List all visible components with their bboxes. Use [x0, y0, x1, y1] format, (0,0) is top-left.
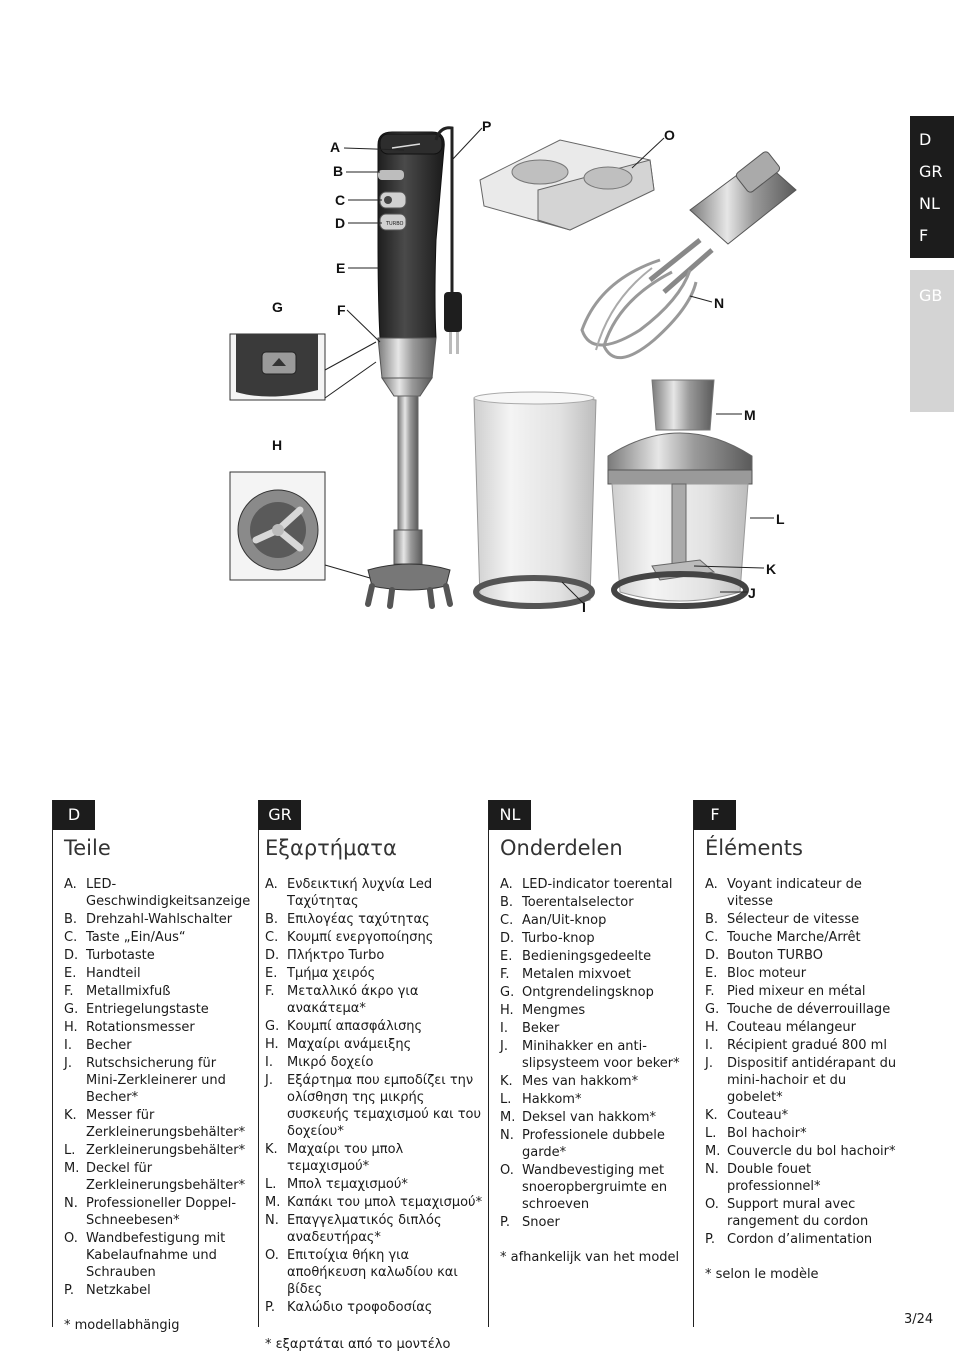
- footnote: * afhankelijk van het model: [500, 1250, 680, 1265]
- callout-f: F: [337, 302, 346, 318]
- parts-list: [64, 876, 250, 1335]
- list-item: L. Μπολ τεμαχισμού*: [265, 1177, 408, 1192]
- list-item: O. Wandbefestigung mit Kabelaufnahme und Schrauben: [64, 1231, 226, 1280]
- list-item: G. Ontgrendelingsknop: [500, 985, 654, 1000]
- callout-g: G: [272, 299, 283, 315]
- list-item: C. Κουμπί ενεργοποίησης: [265, 930, 434, 945]
- list-item: M. Deckel für Zerkleinerungsbehälter*: [64, 1161, 246, 1193]
- callout-d: D: [335, 215, 346, 231]
- tab-gr: GR: [919, 162, 943, 181]
- list-item: O. Επιτοίχια θήκη για αποθήκευση καλωδίου και βίδες: [265, 1248, 458, 1297]
- tab-f: F: [919, 226, 929, 245]
- callout-a: A: [330, 139, 341, 155]
- list-item: G. Touche de déverrouillage: [705, 1002, 891, 1017]
- list-item: J. Dispositif antidérapant du mini-hachoir et du gobelet*: [705, 1056, 897, 1105]
- parts-list: [500, 876, 682, 1267]
- tab-gb: GB: [919, 286, 943, 305]
- list-item: L. Bol hachoir*: [705, 1126, 807, 1141]
- callout-m: M: [744, 407, 756, 423]
- list-item: O. Wandbevestiging met snoeropbergruimte en schroeven: [500, 1163, 668, 1212]
- language-badge: NL: [489, 800, 531, 830]
- list-item: K. Couteau*: [705, 1108, 789, 1123]
- footnote: * modellabhängig: [64, 1318, 180, 1333]
- list-item: J. Εξάρτημα που εμποδίζει την ολίσθηση της μικρής συσκευής τεμαχισμού και του δοχείου*: [265, 1073, 481, 1139]
- list-item: B. Toerentalselector: [500, 895, 634, 910]
- list-item: A. Voyant indicateur de vitesse: [705, 877, 862, 909]
- parts-column-nl: [488, 800, 685, 1327]
- list-item: O. Support mural avec rangement du cordon: [705, 1197, 869, 1229]
- wall-holder: [480, 140, 654, 230]
- parts-list: [705, 876, 897, 1284]
- list-item: N. Double fouet professionnel*: [705, 1162, 821, 1194]
- footnote: * εξαρτάται από το μοντέλο: [265, 1337, 451, 1352]
- list-item: G. Κουμπί απασφάλισης: [265, 1019, 423, 1034]
- page-number: 3/24: [904, 1312, 934, 1327]
- list-item: H. Couteau mélangeur: [705, 1020, 857, 1035]
- column-title: Éléments: [705, 836, 803, 860]
- list-item: I. Becher: [64, 1038, 132, 1053]
- callout-j: J: [748, 585, 756, 601]
- footnote: * selon le modèle: [705, 1267, 819, 1282]
- list-item: B. Επιλογέας ταχύτητας: [265, 912, 430, 927]
- list-item: N. Professioneller Doppel-Schneebesen*: [64, 1196, 237, 1228]
- hand-blender: [368, 128, 462, 606]
- callout-o: O: [664, 127, 675, 143]
- list-item: B. Sélecteur de vitesse: [705, 912, 860, 927]
- tab-d: D: [919, 130, 932, 149]
- list-item: E. Τμήμα χειρός: [265, 966, 376, 981]
- list-item: D. Turbo-knop: [500, 931, 595, 946]
- parts-column-gr: [258, 800, 483, 1352]
- callout-c: C: [335, 192, 346, 208]
- list-item: B. Drehzahl-Wahlschalter: [64, 912, 233, 927]
- list-item: C. Aan/Uit-knop: [500, 913, 607, 928]
- parts-column-d: [52, 800, 251, 1333]
- list-item: J. Minihakker en anti-slipsysteem voor beker*: [500, 1039, 680, 1071]
- list-item: P. Snoer: [500, 1215, 560, 1230]
- list-item: K. Messer für Zerkleinerungsbehälter*: [64, 1108, 246, 1140]
- language-badge: GR: [259, 800, 301, 830]
- list-item: L. Zerkleinerungsbehälter*: [64, 1143, 246, 1158]
- list-item: J. Rutschsicherung für Mini-Zerkleinerer und Becher*: [64, 1056, 226, 1105]
- callout-k: K: [766, 561, 777, 577]
- list-item: E. Bloc moteur: [705, 966, 807, 981]
- tab-nl: NL: [919, 194, 940, 213]
- beaker: [474, 392, 596, 606]
- list-item: C. Touche Marche/Arrêt: [705, 930, 861, 945]
- list-item: F. Μεταλλικό άκρο για ανακάτεμα*: [265, 984, 419, 1016]
- parts-list: [265, 876, 485, 1354]
- list-item: E. Bedieningsgedeelte: [500, 949, 652, 964]
- list-item: H. Μαχαίρι ανάμειξης: [265, 1037, 412, 1052]
- product-illustration: [0, 0, 954, 660]
- list-item: A. LED-Geschwindigkeitsanzeige: [64, 877, 251, 909]
- list-item: F. Metallmixfuß: [64, 984, 171, 999]
- list-item: D. Turbotaste: [64, 948, 155, 963]
- column-title: Teile: [64, 836, 111, 860]
- callout-n: N: [714, 295, 725, 311]
- list-item: M. Καπάκι του μπολ τεμαχισμού*: [265, 1195, 483, 1210]
- turbo-label: TURBO: [386, 221, 404, 227]
- list-item: M. Deksel van hakkom*: [500, 1110, 656, 1125]
- list-item: F. Pied mixeur en métal: [705, 984, 866, 999]
- callout-b: B: [333, 163, 344, 179]
- list-item: L. Hakkom*: [500, 1092, 582, 1107]
- callout-h: H: [272, 437, 283, 453]
- list-item: I. Beker: [500, 1021, 560, 1036]
- list-item: P. Netzkabel: [64, 1283, 151, 1298]
- parts-column-f: [693, 800, 897, 1327]
- callout-l: L: [776, 511, 785, 527]
- list-item: P. Cordon d’alimentation: [705, 1232, 873, 1247]
- column-title: Εξαρτήματα: [265, 836, 397, 860]
- list-item: K. Mes van hakkom*: [500, 1074, 639, 1089]
- list-item: I. Μικρό δοχείο: [265, 1055, 374, 1070]
- callout-p: P: [482, 118, 492, 134]
- column-title: Onderdelen: [500, 836, 623, 860]
- list-item: G. Entriegelungstaste: [64, 1002, 209, 1017]
- list-item: M. Couvercle du bol hachoir*: [705, 1144, 896, 1159]
- list-item: H. Mengmes: [500, 1003, 586, 1018]
- list-item: I. Récipient gradué 800 ml: [705, 1038, 887, 1053]
- list-item: N. Professionele dubbele garde*: [500, 1128, 665, 1160]
- list-item: E. Handteil: [64, 966, 141, 981]
- list-item: H. Rotationsmesser: [64, 1020, 195, 1035]
- list-item: D. Bouton TURBO: [705, 948, 823, 963]
- list-item: F. Metalen mixvoet: [500, 967, 631, 982]
- callout-i: I: [582, 599, 586, 615]
- list-item: A. LED-indicator toerental: [500, 877, 673, 892]
- list-item: A. Ενδεικτική λυχνία Led Ταχύτητας: [265, 877, 433, 909]
- list-item: D. Πλήκτρο Turbo: [265, 948, 385, 963]
- list-item: C. Taste „Ein/Aus“: [64, 930, 186, 945]
- language-badge: F: [694, 800, 736, 830]
- list-item: N. Επαγγελματικός διπλός αναδευτήρας*: [265, 1213, 442, 1245]
- callout-e: E: [336, 260, 346, 276]
- list-item: P. Καλώδιο τροφοδοσίας: [265, 1300, 433, 1315]
- language-badge: D: [53, 800, 95, 830]
- list-item: K. Μαχαίρι του μπολ τεμαχισμού*: [265, 1142, 404, 1174]
